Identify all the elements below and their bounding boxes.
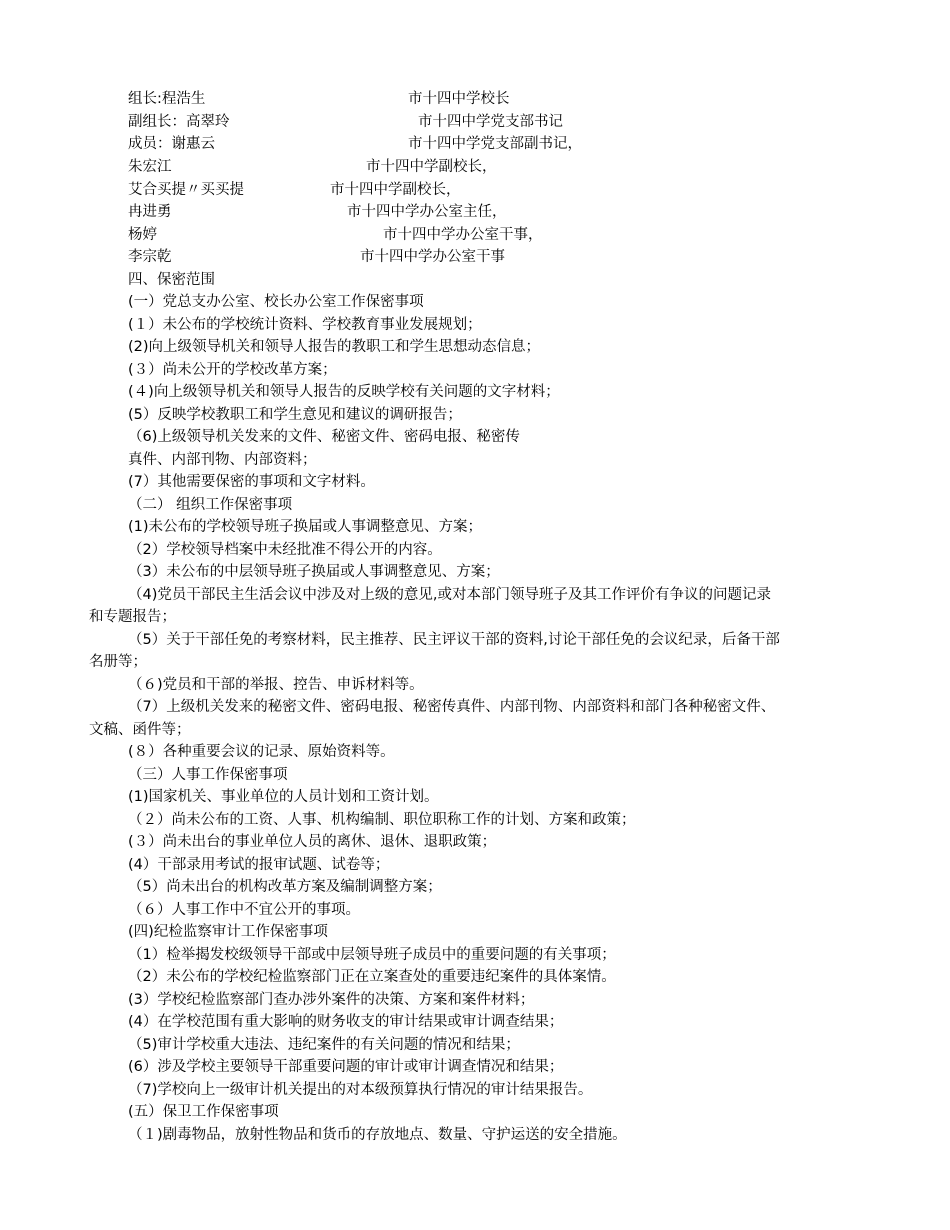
list-item: （６）人事工作中不宜公开的事项。	[128, 902, 360, 918]
member-name: 冉进勇	[128, 204, 172, 220]
list-item: (4）干部录用考试的报审试题、试卷等；	[128, 857, 390, 873]
member-title: 市十四中学党支部副书记，	[408, 136, 582, 152]
list-item: （3）未公布的中层领导班子换届或人事调整意见、方案；	[128, 564, 500, 580]
list-item: （7)学校向上一级审计机关提出的对本级预算执行情况的审计结果报告。	[128, 1082, 593, 1098]
list-item: (３）尚未出台的事业单位人员的离休、退休、退职政策；	[128, 834, 497, 850]
deputy-name: 副组长：高翠玲	[128, 114, 230, 130]
section-heading: 四、保密范围	[128, 272, 215, 288]
member-title: 市十四中学办公室干事	[360, 249, 505, 265]
member-name: 李宗乾	[128, 249, 172, 265]
list-item: （2）未公布的学校纪检监察部门正在立案查处的重要违纪案件的具体案情。	[128, 969, 616, 985]
list-item: （6)上级领导机关发来的文件、秘密文件、密码电报、秘密传	[128, 429, 520, 445]
list-item: (１）未公布的学校统计资料、学校教育事业发展规划；	[128, 317, 482, 333]
list-item: （６)党员和干部的举报、控告、申诉材料等。	[128, 677, 424, 693]
list-item: （1）检举揭发校级领导干部或中层领导班子成员中的重要问题的有关事项；	[128, 947, 616, 963]
member-title: 市十四中学副校长，	[330, 182, 461, 198]
list-item: （5）关于干部任免的考察材料，民主推荐、民主评议干部的资料,讨论干部任免的会议纪录，后备干部	[128, 632, 780, 648]
list-item: （5)审计学校重大违法、违纪案件的有关问题的情况和结果；	[128, 1037, 520, 1053]
list-item: （２）尚未公布的工资、人事、机构编制、职位职称工作的计划、方案和政策；	[128, 812, 636, 828]
list-item: (４)向上级领导机关和领导人报告的反映学校有关问题的文字材料；	[128, 384, 560, 400]
subsection-heading: (五）保卫工作保密事项	[128, 1104, 279, 1120]
list-item: (1)国家机关、事业单位的人员计划和工资计划。	[128, 789, 439, 805]
member-name: 朱宏江	[128, 159, 172, 175]
subsection-heading: (四)纪检监察审计工作保密事项	[128, 924, 328, 940]
member-name: 艾合买提〃买买提	[128, 182, 244, 198]
list-item: (5）反映学校教职工和学生意见和建议的调研报告；	[128, 407, 462, 423]
subsection-heading: （三）人事工作保密事项	[128, 767, 288, 783]
list-item: （１)剧毒物品，放射性物品和货币的存放地点、数量、守护运送的安全措施。	[128, 1127, 627, 1143]
list-item: （2）学校领导档案中未经批准不得公开的内容。	[128, 542, 442, 558]
list-item: (7）其他需要保密的事项和文字材料。	[128, 474, 375, 490]
list-item: (4）在学校范围有重大影响的财务收支的审计结果或审计调查结果；	[128, 1014, 564, 1030]
member-name: 成员：谢惠云	[128, 136, 215, 152]
subsection-heading: （二） 组织工作保密事项	[128, 497, 293, 513]
list-item: (2)向上级领导机关和领导人报告的教职工和学生思想动态信息；	[128, 339, 541, 355]
list-item-continuation: 和专题报告；	[89, 609, 176, 625]
leader-name: 组长:程浩生	[128, 91, 206, 107]
list-item: (３）尚未公开的学校改革方案；	[128, 362, 337, 378]
list-item-continuation: 真件、内部刊物、内部资料；	[128, 452, 317, 468]
member-title: 市十四中学办公室主任，	[347, 204, 507, 220]
list-item-continuation: 名册等；	[89, 654, 147, 670]
member-name: 杨婷	[128, 227, 157, 243]
list-item: （7）上级机关发来的秘密文件、密码电报、秘密传真件、内部刊物、内部资料和部门各种秘密文件、	[128, 699, 776, 715]
deputy-title: 市十四中学党支部书记	[418, 114, 563, 130]
subsection-heading: (一）党总支办公室、校长办公室工作保密事项	[128, 294, 424, 310]
leader-title: 市十四中学校长	[408, 91, 510, 107]
list-item-continuation: 文稿、函件等；	[89, 722, 191, 738]
list-item: （5）尚未出台的机构改革方案及编制调整方案；	[128, 879, 442, 895]
list-item: (3）学校纪检监察部门查办涉外案件的决策、方案和案件材料；	[128, 992, 535, 1008]
member-title: 市十四中学办公室干事，	[383, 227, 543, 243]
list-item: (1)未公布的学校领导班子换届或人事调整意见、方案；	[128, 519, 483, 535]
list-item: (6）涉及学校主要领导干部重要问题的审计或审计调查情况和结果；	[128, 1059, 564, 1075]
member-title: 市十四中学副校长，	[366, 159, 497, 175]
list-item: （4)党员干部民主生活会议中涉及对上级的意见,或对本部门领导班子及其工作评价有争议的问题记录	[128, 587, 771, 603]
list-item: (８）各种重要会议的记录、原始资料等。	[128, 744, 395, 760]
